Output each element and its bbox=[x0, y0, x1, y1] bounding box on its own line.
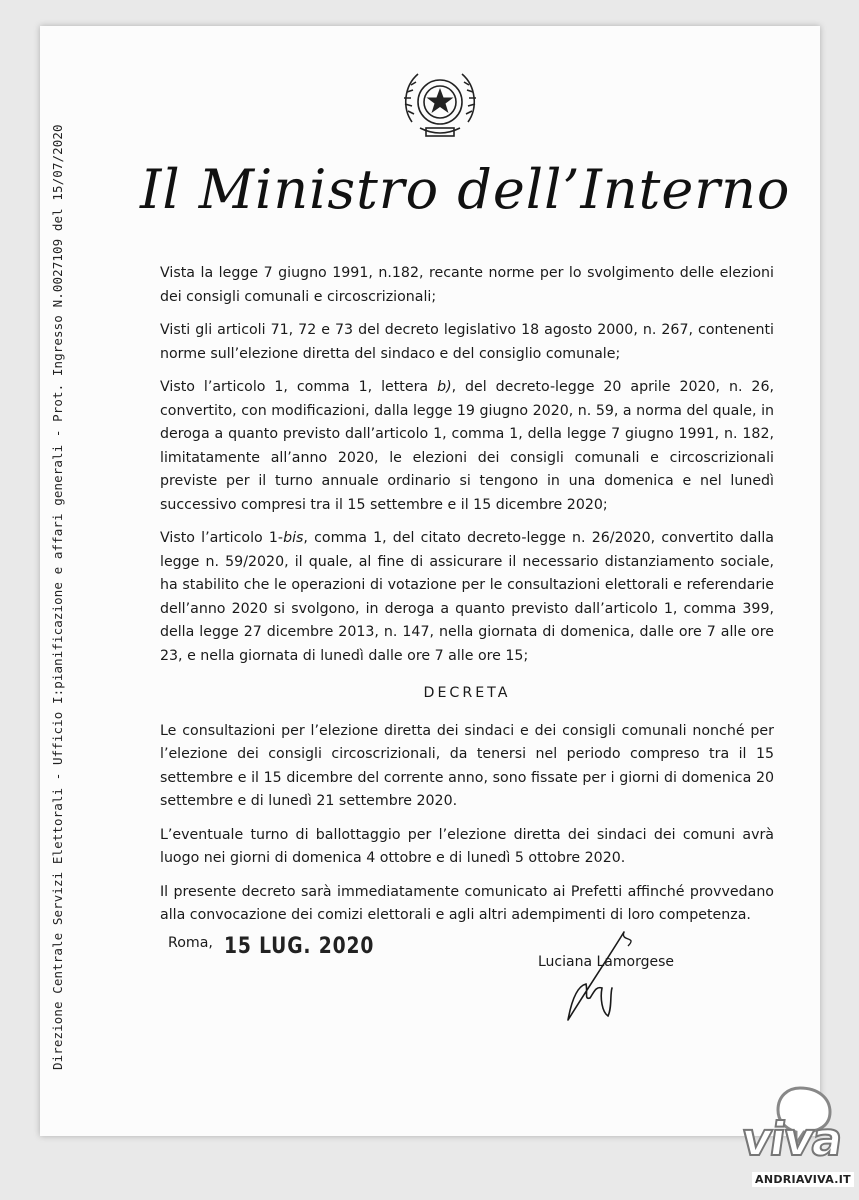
handwritten-signature bbox=[528, 928, 658, 1028]
italian-emblem-icon bbox=[398, 64, 482, 144]
decree-body bbox=[160, 262, 774, 938]
decree-paragraph: Le consultazioni per l’elezione diretta dei sindaci e dei consigli comunali nonché per l’elezione dei consigli circoscrizionali, da tenersi nel periodo compreso tra il 15 settembre e il 15 dicembre del corrente anno, sono fissate per i giorni di domenica 20 settembre e di lunedì 21 settembre 2020. bbox=[160, 722, 774, 809]
protocol-stamp: Direzione Centrale Servizi Elettorali - Ufficio I:pianificazione e affari generali - Prot. Ingresso N.0027109 del 15/07/2020 bbox=[50, 124, 65, 1070]
date-stamp: 15 LUG. 2020 bbox=[224, 934, 375, 959]
preamble-paragraph: Visto l’articolo 1, comma 1, lettera b), del decreto-legge 20 aprile 2020, n. 26, convertito, con modificazioni, dalla legge 19 giugno 2020, n. 59, a norma del quale, in deroga a quanto previsto dall’articolo 1, comma 1, della legge 7 giugno 1991, n. 182, limitatamente all’anno 2020, le elezioni dei consigli comunali e circoscrizionali previste per il turno annuale ordinario si tengono in una domenica e nel lunedì successivo compresi tra il 15 settembre e il 15 dicembre 2020; bbox=[160, 379, 774, 513]
signer-name: Luciana Lamorgese bbox=[538, 954, 674, 970]
watermark-logo: viva bbox=[738, 1112, 845, 1166]
watermark-site: ANDRIAVIVA.IT bbox=[752, 1172, 854, 1187]
decreta-heading: DECRETA bbox=[423, 685, 511, 701]
preamble-paragraph: Visto l’articolo 1-bis, comma 1, del citato decreto-legge n. 26/2020, convertito dalla legge n. 59/2020, il quale, al fine di assicurare il necessario distanziamento sociale, ha stabilito che le operazioni di votazione per le consultazioni elettorali e referendarie dell’anno 2020 si svolgono, in deroga a quanto previsto dall’articolo 1, comma 399, della legge 27 dicembre 2013, n. 147, nella giornata di domenica, dalle ore 7 alle ore 23, e nella giornata di lunedì dalle ore 7 alle ore 15; bbox=[160, 530, 774, 664]
place-label: Roma, bbox=[168, 935, 213, 951]
preamble-paragraph: Visti gli articoli 71, 72 e 73 del decreto legislativo 18 agosto 2000, n. 267, contenenti norme sull’elezione diretta del sindaco e del consiglio comunale; bbox=[160, 322, 774, 362]
preamble-paragraph: Vista la legge 7 giugno 1991, n.182, recante norme per lo svolgimento delle elezioni dei consigli comunali e circoscrizionali; bbox=[160, 265, 774, 305]
decree-paragraph: Il presente decreto sarà immediatamente comunicato ai Prefetti affinché provvedano alla convocazione dei comizi elettorali e agli altri adempimenti di loro competenza. bbox=[160, 883, 774, 923]
decree-paragraph: L’eventuale turno di ballottaggio per l’elezione diretta dei sindaci dei comuni avrà luogo nei giorni di domenica 4 ottobre e di lunedì 5 ottobre 2020. bbox=[160, 826, 774, 866]
page-title: Il Ministro dell’Interno bbox=[140, 158, 791, 221]
